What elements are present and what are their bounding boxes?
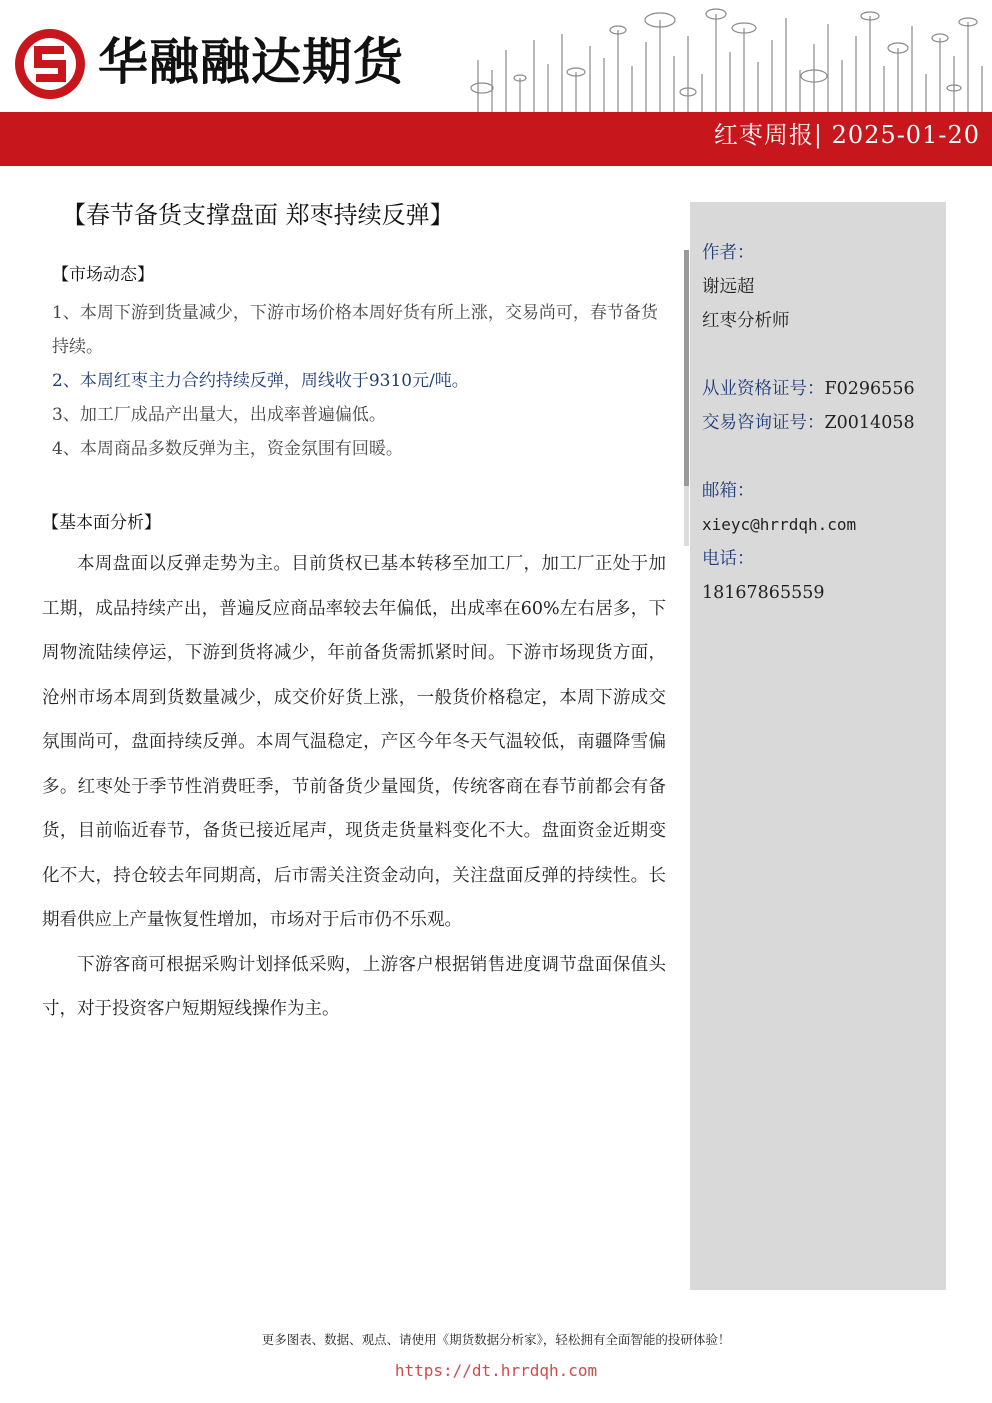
article-title: 【春节备货支撑盘面 郑枣持续反弹】 (62, 201, 454, 229)
phone-label: 电话： (702, 549, 755, 569)
brand-name: 华融融达期货 (98, 33, 404, 91)
qualification-number: F0296556 (824, 379, 915, 399)
paragraph: 下游客商可根据采购计划择低采购，上游客户根据销售进度调节盘面保值头寸，对于投资客户短期短线操作为主。 (42, 954, 666, 1019)
paragraph: 本周盘面以反弹走势为主。目前货权已基本转移至加工厂，加工厂正处于加工期，成品持续产出，普遍反应商品率较去年偏低，出成率在60%左右居多，下周物流陆续停运，下游到货将减少，年前备货需抓紧时间。下游市场现货方面，沧州市场本周到货数量减少，成交价好货上涨，一般货价格稳定，本周下游成交氛围尚可，盘面持续反弹。本周气温稳定，产区今年冬天气温较低，南疆降雪偏多。红枣处于季节性消费旺季，节前备货少量囤货，传统客商在春节前都会有备货，目前临近春节，备货已接近尾声，现货走货量料变化不大。盘面资金近期变化不大，持仓较去年同期高，后市需关注资金动向，关注盘面反弹的持续性。长期看供应上产量恢复性增加，市场对于后市仍不乐观。 (42, 554, 666, 930)
email-value: xieyc@hrrdqh.com (702, 515, 857, 534)
market-section-heading: 【市场动态】 (52, 265, 154, 285)
qualification-row (702, 372, 915, 406)
fundamental-analysis-body (42, 542, 666, 1032)
author-name: 谢远超 (702, 277, 755, 297)
consult-row (702, 406, 915, 440)
email-label: 邮箱： (702, 481, 755, 501)
author-sidebar (690, 202, 946, 1290)
list-item: 2、本周红枣主力合约持续反弹，周线收于9310元/吨。 (52, 371, 469, 391)
company-logo-icon (12, 26, 88, 102)
footer-url-link[interactable]: https://dt.hrrdqh.com (394, 1361, 598, 1380)
list-item: 3、加工厂成品产出量大，出成率普遍偏低。 (52, 405, 386, 425)
qualification-label: 从业资格证号： (702, 379, 825, 399)
author-label: 作者： (702, 243, 755, 263)
market-dynamics-list (52, 296, 670, 466)
phone-value: 18167865559 (702, 583, 825, 603)
author-title: 红枣分析师 (702, 311, 790, 331)
sidebar-accent-bar-light (684, 486, 689, 546)
page-header (0, 0, 992, 168)
sidebar-accent-bar (684, 250, 689, 486)
list-item: 1、本周下游到货量减少，下游市场价格本周好货有所上涨，交易尚可，春节备货持续。 (52, 303, 658, 357)
list-item: 4、本周商品多数反弹为主，资金氛围有回暖。 (52, 439, 403, 459)
consult-number: Z0014058 (824, 413, 915, 433)
consult-label: 交易咨询证号： (702, 413, 825, 433)
report-tag: 红枣周报| 2025-01-20 (713, 121, 980, 149)
footer-promo: 更多图表、数据、观点、请使用《期货数据分析家》，轻松拥有全面智能的投研体验！ (261, 1332, 731, 1347)
header-decoration (458, 0, 992, 112)
fundamental-section-heading: 【基本面分析】 (42, 513, 161, 533)
